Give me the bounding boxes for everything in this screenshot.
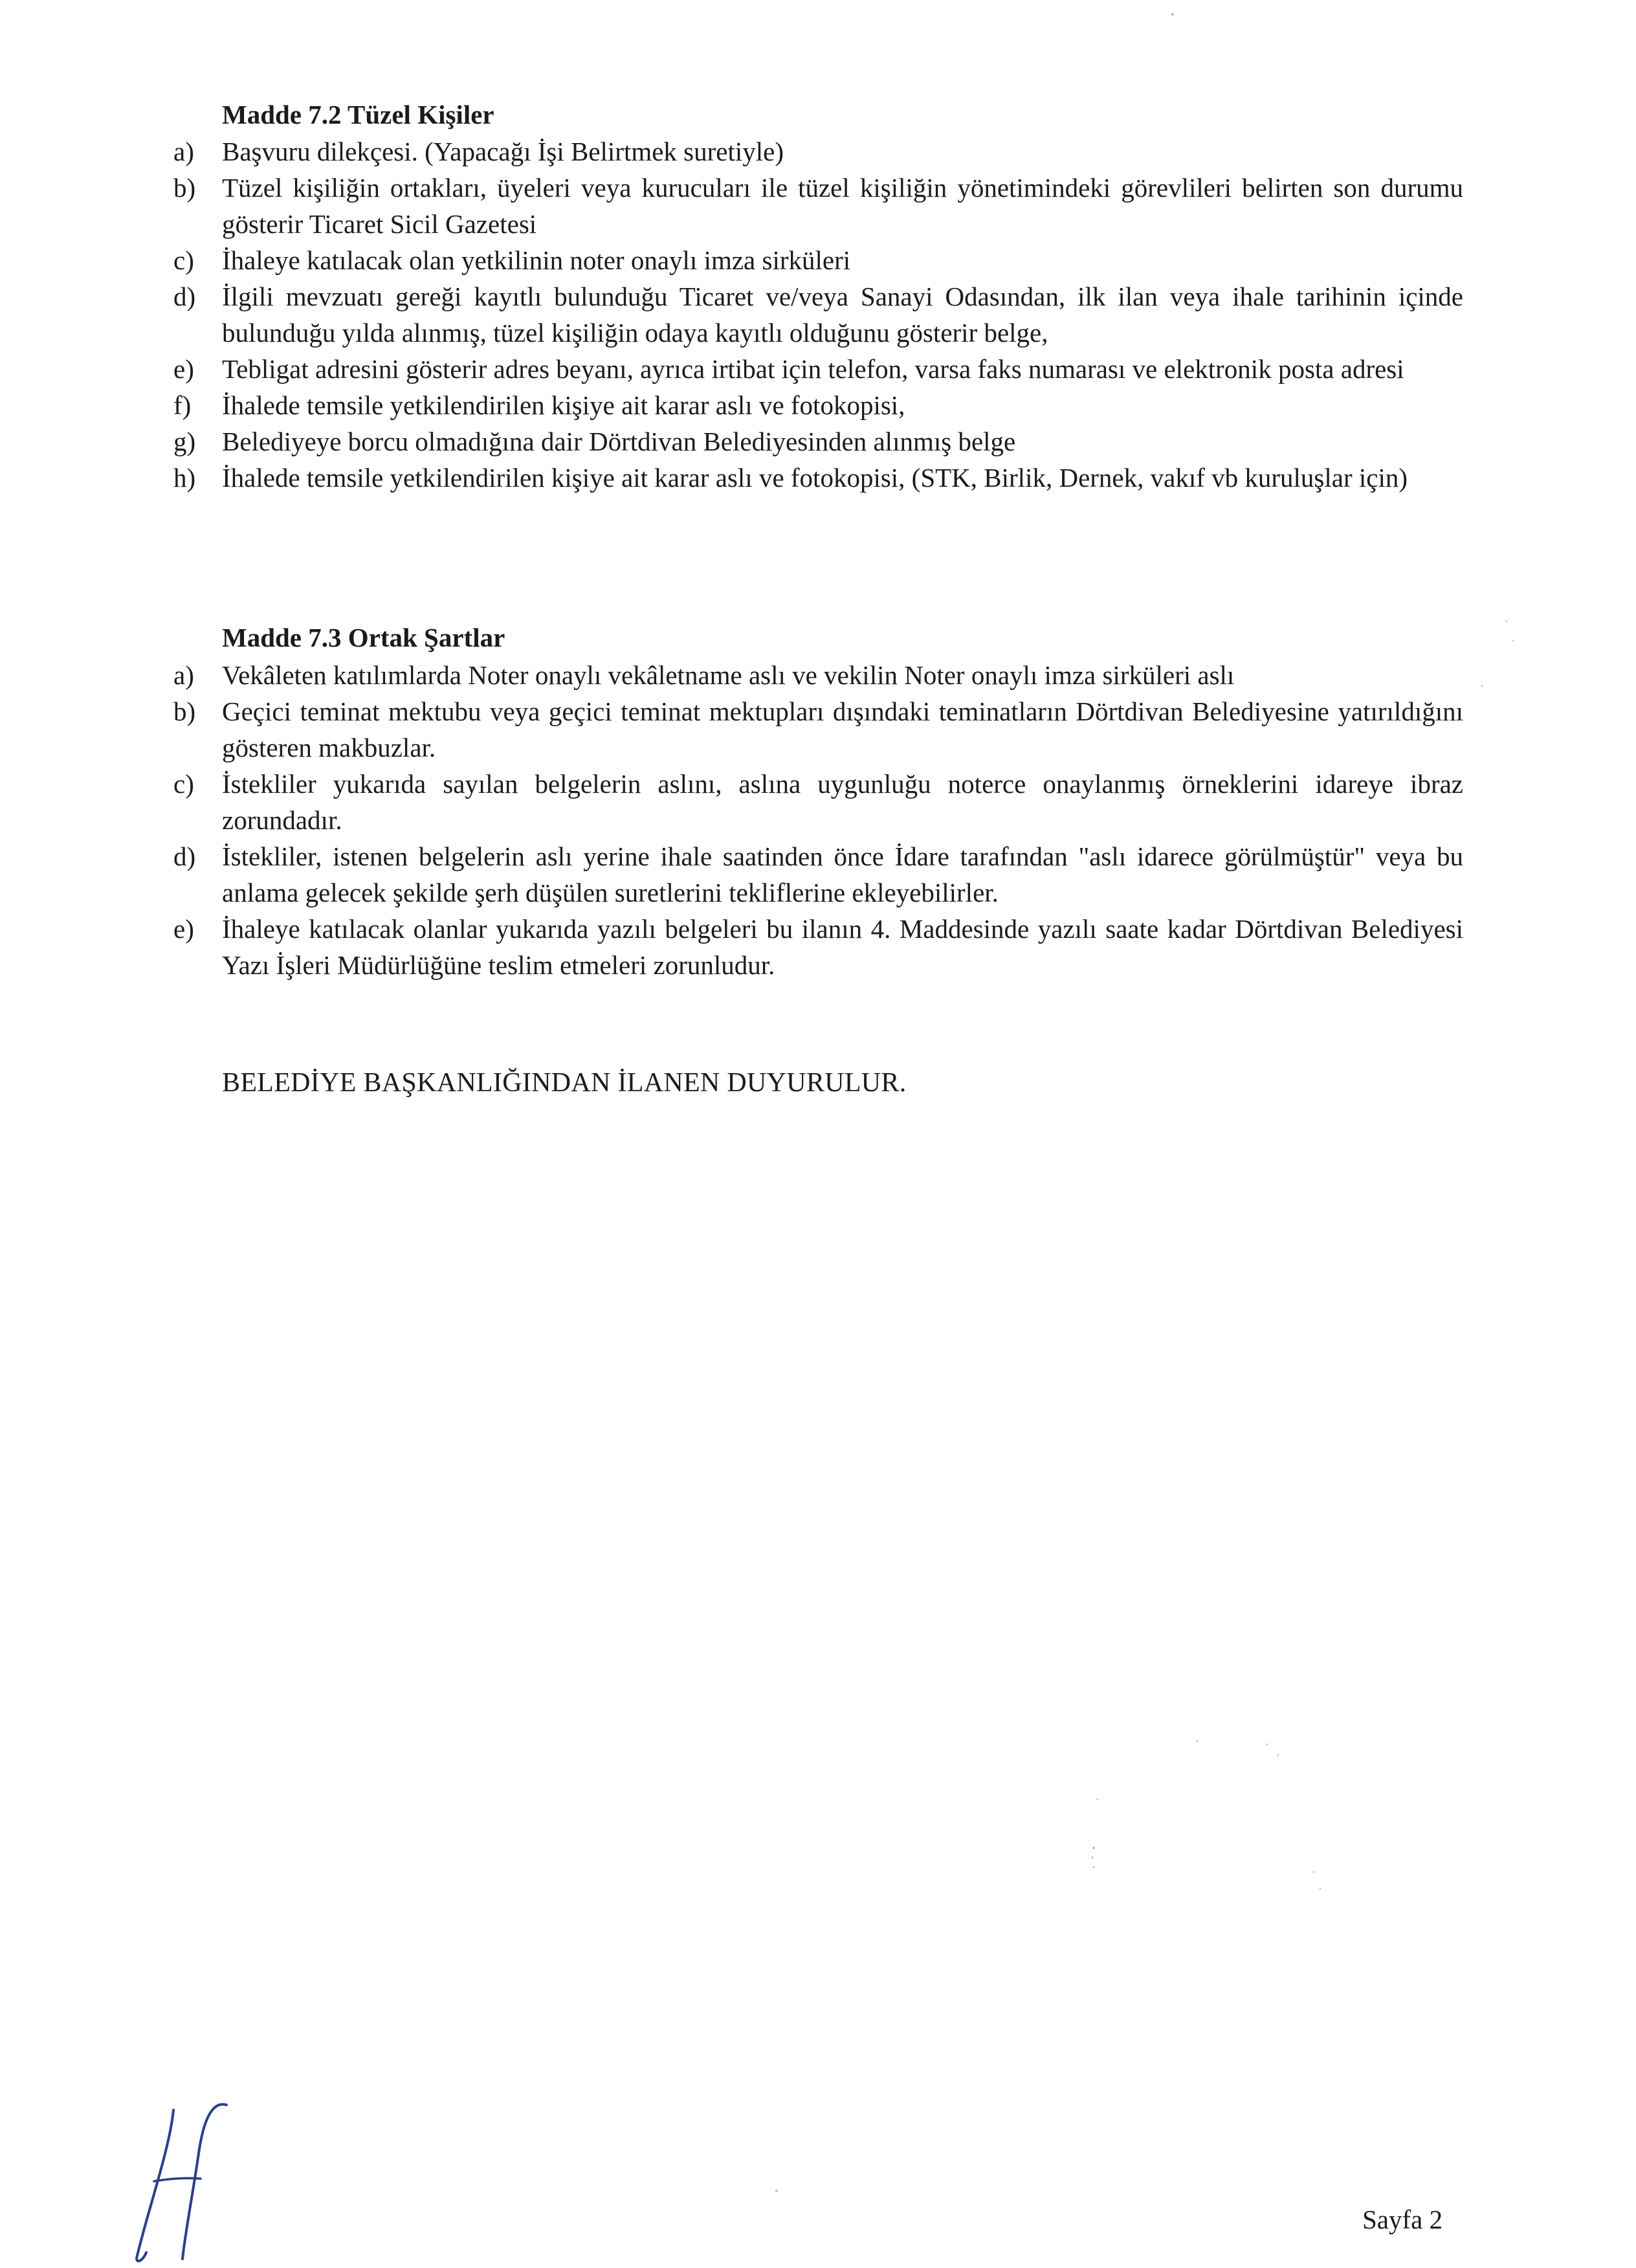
list-item-text: Belediyeye borcu olmadığına dair Dörtdivan Belediyesinden alınmış belge	[222, 427, 1016, 456]
list-item	[0, 693, 1636, 766]
list-item	[0, 387, 1636, 423]
list-item-text: İhalede temsile yetkilendirilen kişiye ait karar aslı ve fotokopisi,	[222, 390, 905, 420]
list-item-marker: b)	[173, 173, 196, 203]
list-item	[0, 278, 1636, 351]
list-item-marker: d)	[173, 841, 196, 871]
list-item-text: İhaleye katılacak olan yetkilinin noter onaylı imza sirküleri	[222, 245, 851, 275]
list-item-text: Tebligat adresini gösterir adres beyanı, ayrıca irtibat için telefon, varsa faks numarası ve elektronik posta adresi	[222, 354, 1404, 384]
list-item-text: Tüzel kişiliğin ortakları, üyeleri veya kurucuları ile tüzel kişiliğin yönetimindeki görevlileri belirten son durumu gösterir Ticaret Sicil Gazetesi	[222, 173, 1463, 239]
list-item-marker: d)	[173, 282, 196, 311]
section-title-7-3: Madde 7.3 Ortak Şartlar	[222, 623, 505, 652]
list-item-text: Geçici teminat mektubu veya geçici teminat mektupları dışındaki teminatların Dörtdivan Belediyesine yatırıldığını gösteren makbuzlar.	[222, 696, 1463, 762]
list-item-text: Başvuru dilekçesi. (Yapacağı İşi Belirtmek suretiyle)	[222, 137, 784, 166]
section-title-7-2: Madde 7.2 Tüzel Kişiler	[222, 100, 494, 129]
list-item-marker: e)	[173, 914, 194, 944]
list-item-marker: g)	[173, 427, 196, 456]
list-item-text: İhaleye katılacak olanlar yukarıda yazılı belgeleri bu ilanın 4. Maddesinde yazılı saate kadar Dörtdivan Belediyesi Yazı İşleri Müdürlüğüne teslim etmeleri zorunludur.	[222, 914, 1463, 980]
list-item-marker: b)	[173, 696, 196, 726]
list-item	[0, 170, 1636, 242]
list-item-marker: a)	[173, 660, 194, 690]
list-item-text: İstekliler yukarıda sayılan belgelerin aslını, aslına uygunluğu noterce onaylanmış örneklerini idareye ibraz zorundadır.	[222, 769, 1463, 835]
page-number: Sayfa 2	[1362, 2205, 1443, 2234]
list-item-marker: c)	[173, 245, 194, 275]
announcement: BELEDİYE BAŞKANLIĞINDAN İLANEN DUYURULUR.	[222, 1068, 907, 1098]
list-item	[0, 657, 1636, 693]
list-item-text: İlgili mevzuatı gereği kayıtlı bulunduğu Ticaret ve/veya Sanayi Odasından, ilk ilan veya ihale tarihinin içinde bulunduğu yılda alınmış, tüzel kişiliğin odaya kayıtlı olduğunu gösterir belge,	[222, 282, 1463, 348]
section-7-2-list	[0, 133, 1636, 496]
list-item	[0, 133, 1636, 170]
signature-icon	[123, 2097, 239, 2265]
list-item	[0, 351, 1636, 387]
list-item	[0, 766, 1636, 838]
list-item	[0, 242, 1636, 278]
list-item	[0, 911, 1636, 983]
list-item	[0, 423, 1636, 460]
list-item-marker: c)	[173, 769, 194, 799]
list-item-marker: h)	[173, 463, 196, 493]
list-item-text: İhalede temsile yetkilendirilen kişiye ait karar aslı ve fotokopisi, (STK, Birlik, Dernek, vakıf vb kuruluşlar için)	[222, 463, 1408, 493]
list-item	[0, 838, 1636, 911]
list-item-marker: a)	[173, 137, 194, 166]
list-item	[0, 460, 1636, 496]
list-item-marker: e)	[173, 354, 194, 384]
section-7-3-list	[0, 657, 1636, 983]
list-item-marker: f)	[173, 390, 192, 420]
list-item-text: Vekâleten katılımlarda Noter onaylı vekâletname aslı ve vekilin Noter onaylı imza sirküleri aslı	[222, 660, 1235, 690]
list-item-text: İstekliler, istenen belgelerin aslı yerine ihale saatinden önce İdare tarafından "aslı idarece görülmüştür" veya bu anlama gelecek şekilde şerh düşülen suretlerini tekliflerine ekleyebilirler.	[222, 841, 1463, 907]
